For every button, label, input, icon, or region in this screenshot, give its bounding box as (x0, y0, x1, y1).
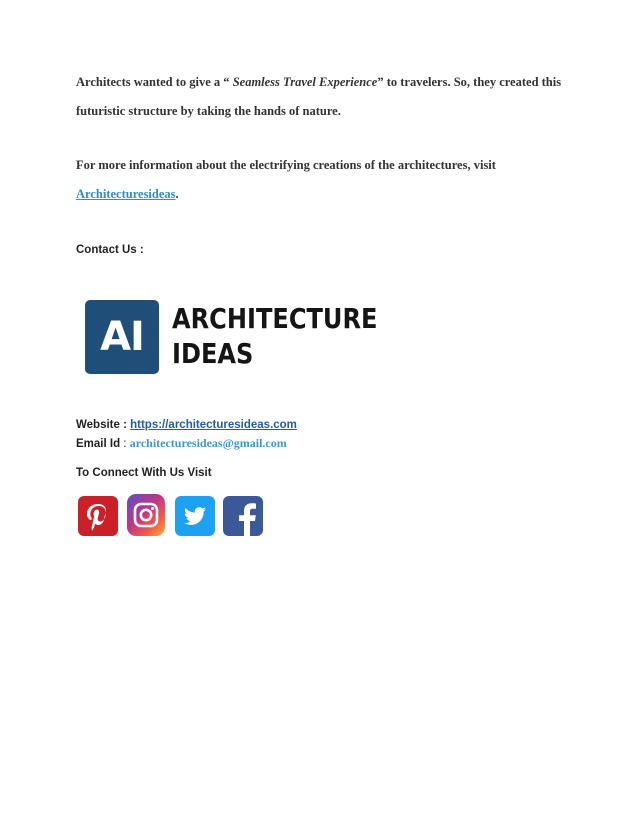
email-label: Email Id (76, 438, 121, 450)
info-paragraph (76, 158, 596, 202)
contact-heading: Contact Us : (76, 244, 144, 256)
intro-emphasis: Seamless Travel Experience (232, 75, 378, 89)
intro-line-2: futuristic structure by taking the hands of nature. (76, 104, 341, 118)
instagram-icon[interactable] (127, 494, 165, 536)
connect-heading: To Connect With Us Visit (76, 467, 212, 479)
intro-text: Architects wanted to give a “ (76, 75, 233, 89)
logo-mark-text: AI (100, 314, 144, 360)
website-link[interactable]: https://architecturesideas.com (130, 419, 297, 431)
intro-line-1 (76, 75, 596, 90)
info-line-1: For more information about the electrifying creations of the architectures, visit (76, 158, 496, 172)
architecturesideas-link[interactable]: Architecturesideas (76, 187, 176, 201)
intro-text-end: ” to travelers. So, they created this (377, 75, 562, 89)
logo-word-ideas: IDEAS (172, 337, 254, 370)
logo-mark (85, 300, 159, 374)
twitter-icon[interactable] (175, 496, 215, 536)
email-line (76, 436, 287, 451)
intro-paragraph (76, 75, 596, 119)
email-separator: : (120, 438, 130, 450)
pinterest-icon[interactable] (78, 496, 118, 536)
website-label: Website : (76, 419, 131, 431)
architecture-ideas-logo (85, 300, 385, 376)
info-line-2 (76, 187, 596, 202)
website-line (76, 419, 297, 431)
email-value[interactable]: architecturesideas@gmail.com (129, 436, 287, 450)
facebook-icon[interactable] (223, 496, 263, 536)
info-period: . (175, 187, 179, 201)
logo-word-architecture: ARCHITECTURE (172, 302, 378, 335)
